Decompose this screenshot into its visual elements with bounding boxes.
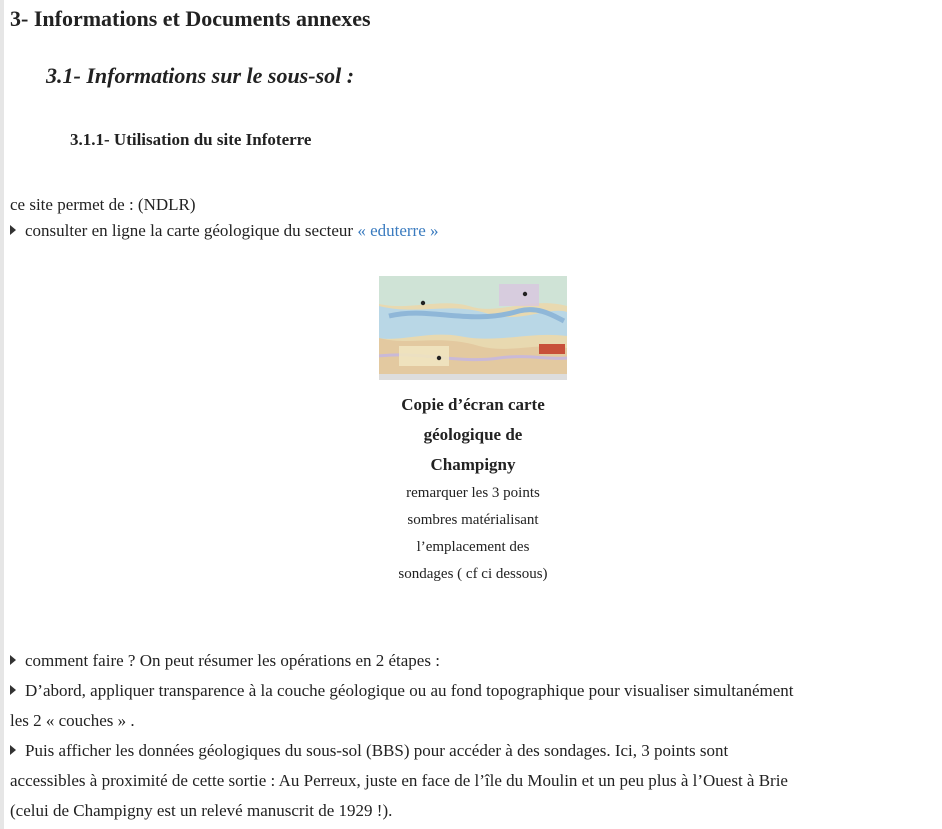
- steps-list: [10, 646, 935, 826]
- bullet-triangle-icon: [10, 225, 16, 235]
- caption-title-line: Copie d’écran carte: [401, 395, 545, 414]
- bullet-triangle-icon: [10, 745, 16, 755]
- caption-sub-line: sombres matérialisant: [407, 512, 539, 528]
- section-heading: 3- Informations et Documents annexes: [10, 6, 371, 31]
- figure-caption-title: [379, 390, 567, 480]
- list-item: [10, 216, 439, 246]
- intro-text: ce site permet de : (NDLR): [10, 195, 196, 214]
- subsection-heading: 3.1- Informations sur le sous-sol :: [46, 63, 355, 88]
- eduterre-link[interactable]: « eduterre »: [357, 221, 439, 240]
- subsubsection-heading: 3.1.1- Utilisation du site Infoterre: [70, 130, 312, 149]
- geological-map-image[interactable]: [379, 276, 567, 380]
- list-item-text: consulter en ligne la carte géologique du secteur: [25, 221, 358, 240]
- figure: [379, 276, 567, 588]
- bullet-triangle-icon: [10, 655, 16, 665]
- list-item-continuation: (celui de Champigny est un relevé manuscrit de 1929 !).: [10, 801, 393, 820]
- list-item: D’abord, appliquer transparence à la couche géologique ou au fond topographique pour visualiser simultanément: [10, 676, 935, 706]
- caption-sub-line: remarquer les 3 points: [406, 485, 540, 501]
- left-border: [0, 0, 4, 829]
- list-item: comment faire ? On peut résumer les opérations en 2 étapes :: [10, 646, 935, 676]
- caption-sub-line: sondages ( cf ci dessous): [398, 566, 548, 582]
- bullet-triangle-icon: [10, 685, 16, 695]
- caption-title-line: Champigny: [430, 455, 516, 474]
- figure-caption-subtitle: [379, 480, 567, 588]
- list-item-continuation: les 2 « couches » .: [10, 711, 135, 730]
- list-item-continuation: accessibles à proximité de cette sortie : Au Perreux, juste en face de l’île du Moulin et un peu plus à l’Ouest à Brie: [10, 771, 788, 790]
- caption-sub-line: l’emplacement des: [416, 539, 530, 555]
- caption-title-line: géologique de: [423, 425, 523, 444]
- list-item: Puis afficher les données géologiques du sous-sol (BBS) pour accéder à des sondages. Ici, 3 points sont: [10, 736, 935, 766]
